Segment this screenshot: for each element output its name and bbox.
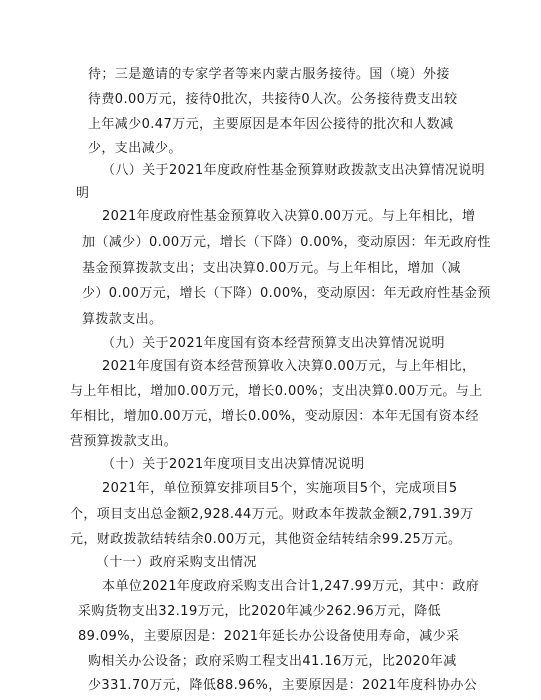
text-line: 采购货物支出32.19万元，比2020年减少262.96万元，降低: [78, 604, 441, 619]
text-line: 待；三是邀请的专家学者等来内蒙古服务接待。国（境）外接: [88, 67, 450, 82]
text-line: 个，项目支出总金额2,928.44万元。财政本年拨款金额2,791.39万: [70, 507, 474, 522]
text-line: 年相比，增加0.00万元，增长0.00%，变动原因：本年无国有资本经: [70, 409, 479, 424]
section-heading: （十一）政府采购支出情况: [96, 555, 257, 570]
text-line: 基金预算拨款支出；支出决算0.00万元。与上年相比，增加（减: [82, 261, 461, 276]
text-line: 少）0.00万元，增长（下降）0.00%，变动原因：年无政府性基金预: [82, 286, 491, 301]
section-heading: （九）关于2021年度国有资本经营预算支出决算情况说明: [102, 336, 445, 351]
text-line: 上年减少0.47万元，主要原因是本年因公接待的批次和人数减: [88, 117, 454, 132]
text-line: 购相关办公设备；政府采购工程支出41.16万元，比2020年减: [88, 654, 457, 669]
text-line: 89.09%，主要原因是：2021年延长办公设备使用寿命，减少采: [78, 629, 460, 644]
section-heading: （十）关于2021年度项目支出决算情况说明: [102, 457, 365, 472]
text-line: 元，财政拨款结转结余0.00万元，其他资金结转结余99.25万元。: [70, 532, 462, 547]
text-line: 营预算拨款支出。: [70, 434, 178, 449]
section-heading: （八）关于2021年度政府性基金预算财政拨款支出决算情况说明: [102, 163, 486, 178]
text-line: 2021年度政府性基金预算收入决算0.00万元。与上年相比，增: [102, 209, 476, 224]
text-line: 与上年相比，增加0.00万元，增长0.00%；支出决算0.00万元。与上: [70, 384, 483, 399]
text-line: 少331.70万元，降低88.96%，主要原因是：2021年度科协办公: [88, 678, 478, 693]
text-line: 本单位2021年度政府采购支出合计1,247.99万元，其中：政府: [102, 579, 480, 594]
text-line: 2021年度国有资本经营预算收入决算0.00万元，与上年相比，: [102, 359, 476, 374]
text-line: 少，支出减少。: [88, 141, 182, 156]
text-line: 明: [76, 186, 90, 201]
text-line: 2021年，单位预算安排项目5个，实施项目5个，完成项目5: [102, 481, 458, 496]
text-line: 算拨款支出。: [82, 312, 163, 327]
text-line: 加（减少）0.00万元，增长（下降）0.00%，变动原因：年无政府性: [82, 235, 491, 250]
text-line: 待费0.00万元，接待0批次，共接待0人次。公务接待费支出较: [88, 92, 458, 107]
